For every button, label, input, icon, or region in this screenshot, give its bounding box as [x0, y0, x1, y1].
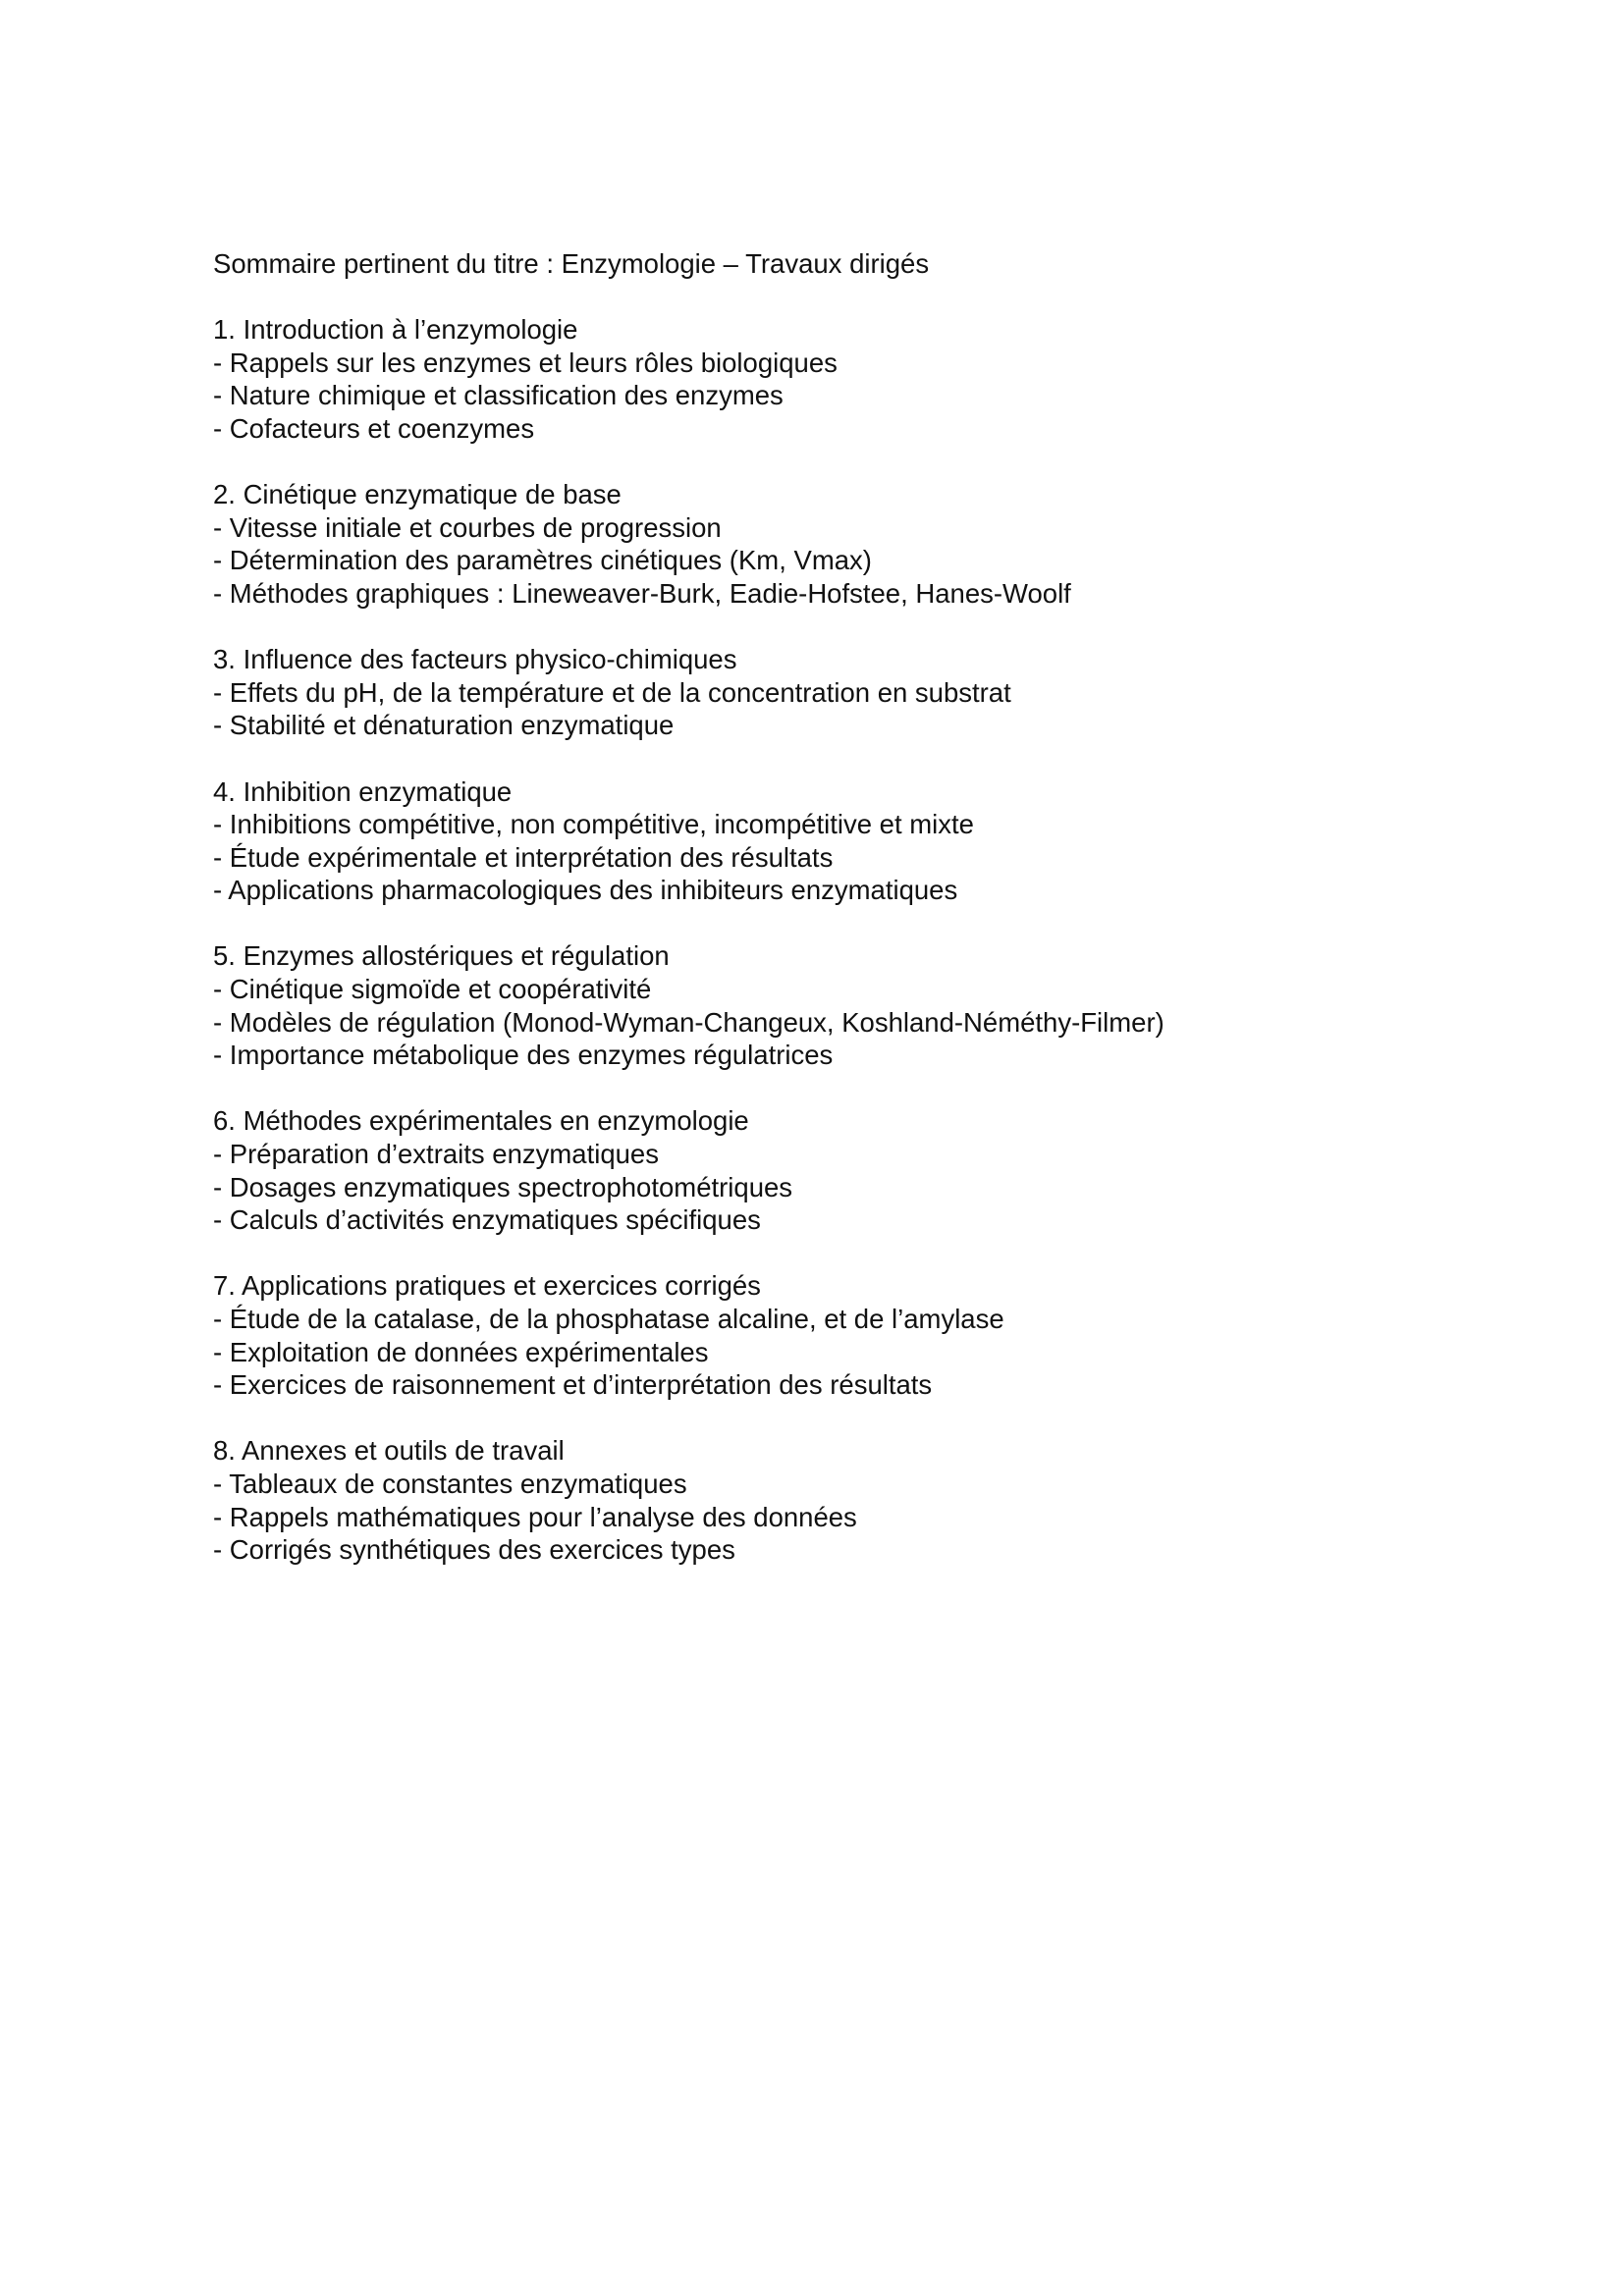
section-item: - Nature chimique et classification des enzymes	[213, 380, 784, 411]
section-item: - Vitesse initiale et courbes de progression	[213, 511, 722, 543]
section-item: - Préparation d’extraits enzymatiques	[213, 1139, 659, 1170]
section-item: - Méthodes graphiques : Lineweaver-Burk, Eadie-Hofstee, Hanes-Woolf	[213, 577, 1071, 609]
section-item: - Effets du pH, de la température et de la concentration en substrat	[213, 676, 1011, 708]
section-heading: 6. Méthodes expérimentales en enzymologie	[213, 1105, 749, 1137]
document-body	[213, 247, 1489, 1567]
section-item: - Importance métabolique des enzymes régulatrices	[213, 1040, 834, 1071]
section-item: - Tableaux de constantes enzymatiques	[213, 1468, 687, 1499]
section-item: - Rappels mathématiques pour l’analyse des données	[213, 1501, 857, 1532]
section-heading: 4. Inhibition enzymatique	[213, 775, 513, 807]
section-heading: 7. Applications pratiques et exercices corrigés	[213, 1270, 761, 1302]
section-1	[213, 313, 1489, 445]
section-3	[213, 643, 1489, 742]
section-item: - Étude expérimentale et interprétation des résultats	[213, 841, 834, 873]
section-7	[213, 1269, 1489, 1401]
section-heading: 8. Annexes et outils de travail	[213, 1435, 565, 1467]
section-6	[213, 1104, 1489, 1236]
section-4	[213, 775, 1489, 907]
section-item: - Corrigés synthétiques des exercices types	[213, 1534, 735, 1566]
section-heading: 5. Enzymes allostériques et régulation	[213, 940, 670, 972]
section-item: - Cofacteurs et coenzymes	[213, 412, 535, 444]
section-5	[213, 939, 1489, 1071]
section-item: - Applications pharmacologiques des inhibiteurs enzymatiques	[213, 875, 958, 906]
section-item: - Dosages enzymatiques spectrophotométriques	[213, 1171, 793, 1202]
section-item: - Étude de la catalase, de la phosphatase alcaline, et de l’amylase	[213, 1304, 1004, 1334]
section-heading: 2. Cinétique enzymatique de base	[213, 479, 622, 510]
document-title: Sommaire pertinent du titre : Enzymologie – Travaux dirigés	[213, 248, 930, 279]
section-item: - Stabilité et dénaturation enzymatique	[213, 710, 675, 741]
section-item: - Inhibitions compétitive, non compétitive, incompétitive et mixte	[213, 809, 974, 840]
section-8	[213, 1434, 1489, 1566]
section-item: - Modèles de régulation (Monod-Wyman-Changeux, Koshland-Néméthy-Filmer)	[213, 1006, 1164, 1038]
section-2	[213, 478, 1489, 610]
section-item: - Calculs d’activités enzymatiques spécifiques	[213, 1204, 761, 1236]
section-item: - Détermination des paramètres cinétiques (Km, Vmax)	[213, 545, 872, 576]
section-item: - Exploitation de données expérimentales	[213, 1336, 709, 1367]
section-heading: 3. Influence des facteurs physico-chimiques	[213, 644, 737, 675]
section-item: - Cinétique sigmoïde et coopérativité	[213, 974, 652, 1005]
section-item: - Exercices de raisonnement et d’interprétation des résultats	[213, 1369, 933, 1401]
section-item: - Rappels sur les enzymes et leurs rôles biologiques	[213, 347, 838, 378]
section-heading: 1. Introduction à l’enzymologie	[213, 314, 578, 346]
